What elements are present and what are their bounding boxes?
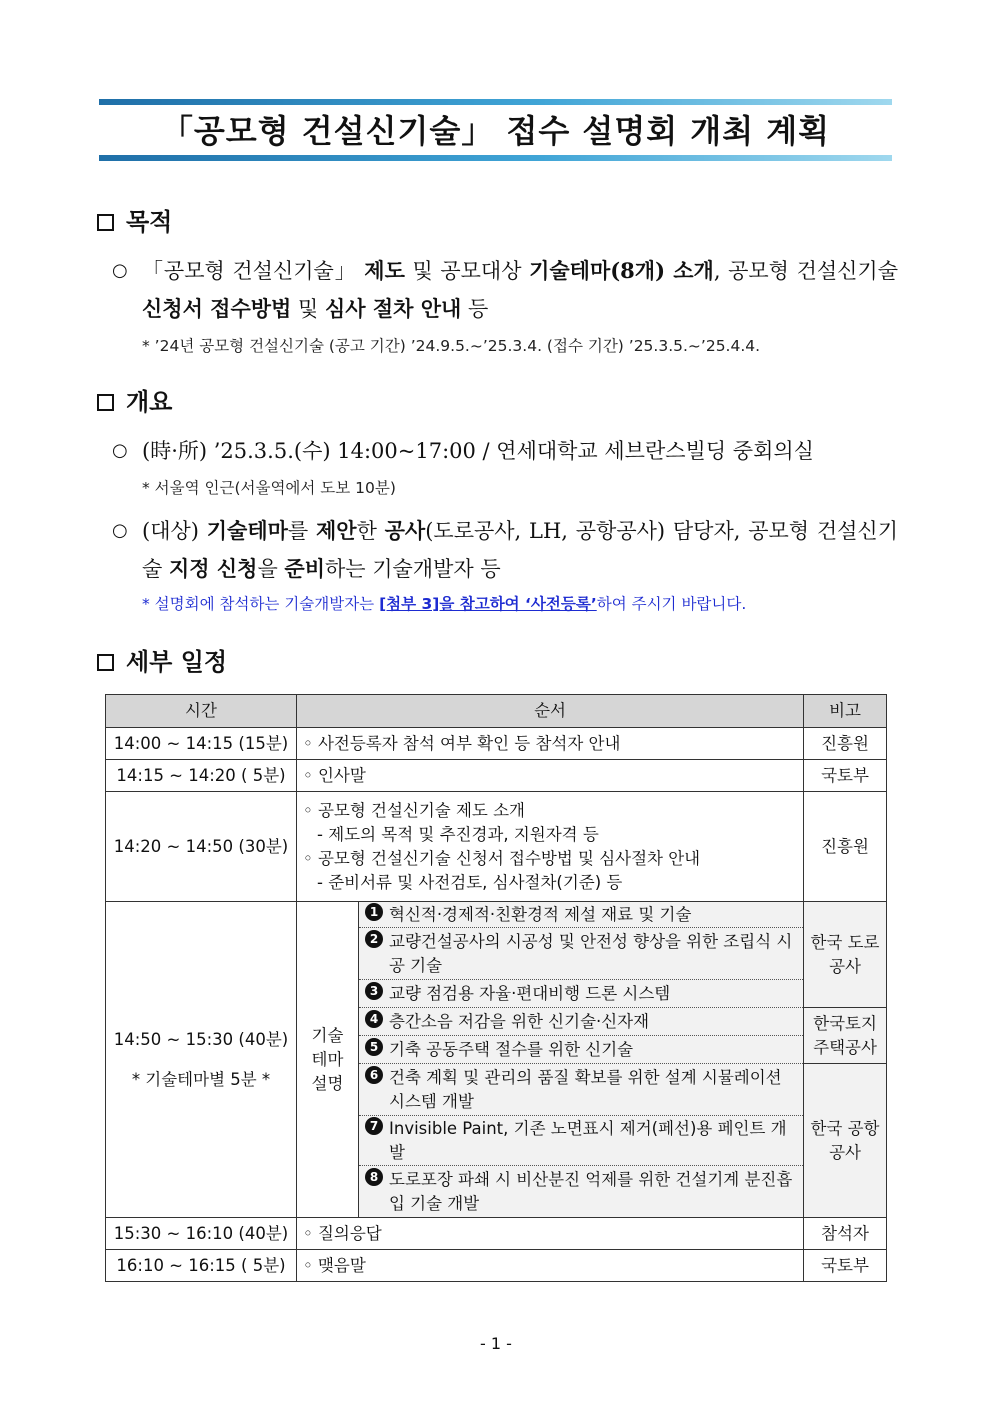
theme-text: 건축 계획 및 관리의 품질 확보를 위한 설계 시뮬레이션 시스템 개발: [389, 1067, 782, 1111]
purpose-note: * ’24년 공모형 건설신기술 (공고 기간) ’24.9.5.~’25.3.4. (접수 기간) ’25.3.5.~’25.4.4.: [142, 337, 761, 355]
document-title: 「공모형 건설신기술」 접수 설명회 개최 계획: [160, 112, 831, 150]
time-cell: 16:10 ~ 16:15 ( 5분): [106, 1250, 297, 1282]
theme-text: 교량건설공사의 시공성 및 안전성 향상을 위한 조립식 시공 기술: [389, 931, 793, 975]
overview-bullet-time-place: [112, 432, 898, 470]
number-1-icon: 1: [365, 903, 383, 921]
text-run-bold: 기술테마(8개) 소개: [529, 258, 714, 283]
theme-text: Invisible Paint, 기존 노면표시 제거(페선)용 페인트 개발: [389, 1118, 787, 1162]
text-run: , 공모형 건설신기술: [713, 259, 898, 283]
time-cell: 14:15 ~ 14:20 ( 5분): [106, 760, 297, 792]
number-4-icon: 4: [365, 1010, 383, 1028]
bullet-text: (時·所) ’25.3.5.(수) 14:00~17:00 / 연세대학교 세브란스빌딩 중회의실: [142, 439, 814, 463]
title-top-bar: [99, 99, 892, 105]
number-7-icon: 7: [365, 1117, 383, 1135]
section-purpose-heading: [97, 206, 172, 238]
text-run-bold: 심사 절차 안내: [324, 296, 462, 321]
content-cell: [297, 792, 804, 902]
theme-text: 층간소음 저감을 위한 신기술·신자재: [389, 1011, 650, 1031]
header-time: 시간: [106, 695, 297, 728]
note-cell: 진흥원: [804, 728, 887, 760]
content-subline: - 제도의 목적 및 추진경과, 지원자격 등: [317, 824, 599, 844]
note-cell: 한국 도로공사: [804, 902, 887, 1008]
theme-cell: [359, 980, 804, 1008]
note-cell: 국토부: [804, 1250, 887, 1282]
theme-text: 도로포장 파쇄 시 비산분진 억제를 위한 건설기계 분진흡입 기술 개발: [389, 1169, 793, 1213]
registration-link[interactable]: [첨부 3]을 참고하여 ‘사전등록’: [379, 595, 597, 613]
header-order: 순서: [297, 695, 804, 728]
table-row-theme: [106, 902, 887, 928]
text-run: 및: [291, 297, 325, 321]
number-3-icon: 3: [365, 982, 383, 1000]
theme-cell: [359, 1036, 804, 1064]
text-run-bold: 준비: [284, 556, 325, 581]
content-cell: ◦ 사전등록자 참석 여부 확인 등 참석자 안내: [297, 728, 804, 760]
note-text: 하여 주시기 바랍니다.: [596, 595, 747, 613]
text-run: 등: [461, 297, 489, 321]
note-cell: 한국 공항공사: [804, 1064, 887, 1218]
text-run-bold: 공사: [384, 518, 426, 543]
text-run: 을: [257, 557, 285, 581]
note-cell: 진흥원: [804, 792, 887, 902]
theme-text: 혁신적·경제적·친환경적 제설 재료 및 기술: [389, 904, 692, 924]
square-bullet-icon: [97, 654, 114, 671]
header-note: 비고: [804, 695, 887, 728]
number-2-icon: 2: [365, 930, 383, 948]
text-run-bold: 제도: [364, 258, 405, 283]
note-cell: 한국토지 주택공사: [804, 1008, 887, 1064]
section-title: 목적: [126, 208, 173, 236]
theme-cell: [359, 1008, 804, 1036]
overview-note-registration: [142, 593, 746, 615]
text-run: 「공모형 건설신기술」: [142, 259, 365, 283]
number-8-icon: 8: [365, 1168, 383, 1186]
time-text: 14:50 ~ 15:30 (40분): [113, 1029, 289, 1049]
table-row: [106, 1218, 887, 1250]
section-overview-heading: [97, 386, 172, 418]
text-run: 및 공모대상: [404, 259, 530, 283]
text-run: (도로공사, LH, 공항공사) 담당자, 공모형 건설신기술: [142, 519, 898, 581]
content-cell: ◦ 인사말: [297, 760, 804, 792]
theme-label-cell: 기술 테마 설명: [297, 902, 359, 1218]
text-run-bold: 제안: [315, 518, 357, 543]
purpose-bullet: [112, 252, 898, 328]
title-bottom-bar: [99, 155, 892, 161]
content-line: ◦ 공모형 건설신기술 제도 소개: [303, 800, 525, 820]
schedule-table: [105, 694, 887, 1282]
table-row: [106, 1250, 887, 1282]
table-row: [106, 728, 887, 760]
section-title: 개요: [126, 388, 173, 416]
text-run: (대상): [142, 519, 207, 543]
content-cell: ◦ 맺음말: [297, 1250, 804, 1282]
time-cell: 14:00 ~ 14:15 (15분): [106, 728, 297, 760]
circle-bullet-icon: ○: [112, 520, 128, 541]
text-run: 하는 기술개발자 등: [324, 557, 501, 581]
section-title: 세부 일정: [126, 648, 228, 676]
circle-bullet-icon: ○: [112, 440, 128, 461]
content-line: ◦ 공모형 건설신기술 신청서 접수방법 및 심사절차 안내: [303, 848, 701, 868]
number-6-icon: 6: [365, 1066, 383, 1084]
time-cell: 15:30 ~ 16:10 (40분): [106, 1218, 297, 1250]
circle-bullet-icon: ○: [112, 260, 128, 281]
time-cell: [106, 902, 297, 1218]
table-header-row: [106, 695, 887, 728]
theme-cell: [359, 1116, 804, 1166]
text-run-bold: 지정 신청: [168, 556, 258, 581]
text-run: 를: [287, 519, 316, 543]
theme-cell: [359, 902, 804, 928]
square-bullet-icon: [97, 394, 114, 411]
table-row: [106, 760, 887, 792]
text-run-bold: 신청서 접수방법: [142, 296, 292, 321]
theme-cell: [359, 1166, 804, 1218]
text-run: 한: [356, 519, 385, 543]
page-number: - 1 -: [480, 1334, 512, 1353]
overview-bullet-target: [112, 512, 898, 588]
document-title-block: [99, 99, 892, 163]
content-subline: - 준비서류 및 사전검토, 심사절차(기준) 등: [317, 872, 623, 892]
time-note: * 기술테마별 5분 *: [131, 1069, 271, 1089]
content-cell: ◦ 질의응답: [297, 1218, 804, 1250]
overview-note-location: * 서울역 인근(서울역에서 도보 10분): [142, 479, 396, 497]
note-cell: 국토부: [804, 760, 887, 792]
theme-text: 기축 공동주택 절수를 위한 신기술: [389, 1039, 634, 1059]
number-5-icon: 5: [365, 1038, 383, 1056]
square-bullet-icon: [97, 214, 114, 231]
section-schedule-heading: [97, 646, 227, 678]
note-cell: 참석자: [804, 1218, 887, 1250]
time-cell: 14:20 ~ 14:50 (30분): [106, 792, 297, 902]
text-run-bold: 기술테마: [206, 518, 288, 543]
theme-cell: [359, 1064, 804, 1116]
table-row: [106, 792, 887, 902]
note-text: * 설명회에 참석하는 기술개발자는: [142, 595, 380, 613]
theme-text: 교량 점검용 자율·편대비행 드론 시스템: [389, 983, 671, 1003]
theme-cell: [359, 928, 804, 980]
